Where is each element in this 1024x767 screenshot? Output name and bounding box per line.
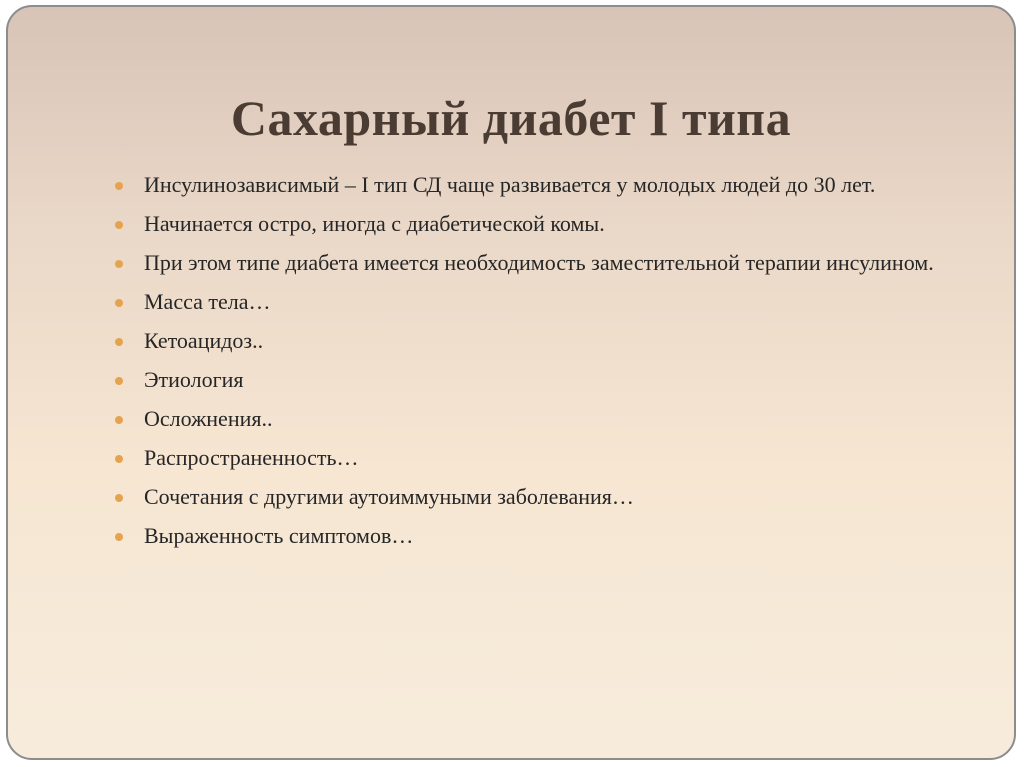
bullet-dot-icon	[115, 377, 123, 385]
bullet-text: Инсулинозависимый – I тип СД чаще развивается у молодых людей до 30 лет.	[144, 172, 876, 197]
bullet-item	[8, 404, 1014, 434]
bullet-text: Распространенность…	[144, 445, 359, 470]
bullet-text: Выраженность симптомов…	[144, 523, 414, 548]
bullet-text: Масса тела…	[144, 289, 271, 314]
bullet-text: При этом типе диабета имеется необходимость заместительной терапии инсулином.	[144, 250, 934, 275]
bullet-item	[8, 326, 1014, 356]
bullet-dot-icon	[115, 299, 123, 307]
bullet-item	[8, 365, 1014, 395]
bullet-text: Осложнения..	[144, 406, 273, 431]
bullet-text: Этиология	[144, 367, 244, 392]
bullet-dot-icon	[115, 494, 123, 502]
slide-title: Сахарный диабет I типа	[230, 90, 792, 146]
bullet-dot-icon	[115, 533, 123, 541]
bullet-item	[8, 443, 1014, 473]
bullet-text: Начинается остро, иногда с диабетической комы.	[144, 211, 605, 236]
bullet-item	[8, 521, 1014, 551]
bullet-dot-icon	[115, 221, 123, 229]
bullet-text: Кетоацидоз..	[144, 328, 264, 353]
bullet-item	[8, 482, 1014, 512]
bullet-dot-icon	[115, 182, 123, 190]
bullet-item	[8, 209, 1014, 239]
bullet-item	[8, 287, 1014, 317]
bullet-item	[8, 248, 1014, 278]
bullet-text: Сочетания с другими аутоиммуными заболевания…	[144, 484, 634, 509]
bullet-item	[8, 170, 1014, 200]
bullet-dot-icon	[115, 416, 123, 424]
slide	[6, 5, 1016, 760]
bullet-list	[8, 170, 1014, 560]
bullet-dot-icon	[115, 260, 123, 268]
bullet-dot-icon	[115, 338, 123, 346]
bullet-dot-icon	[115, 455, 123, 463]
